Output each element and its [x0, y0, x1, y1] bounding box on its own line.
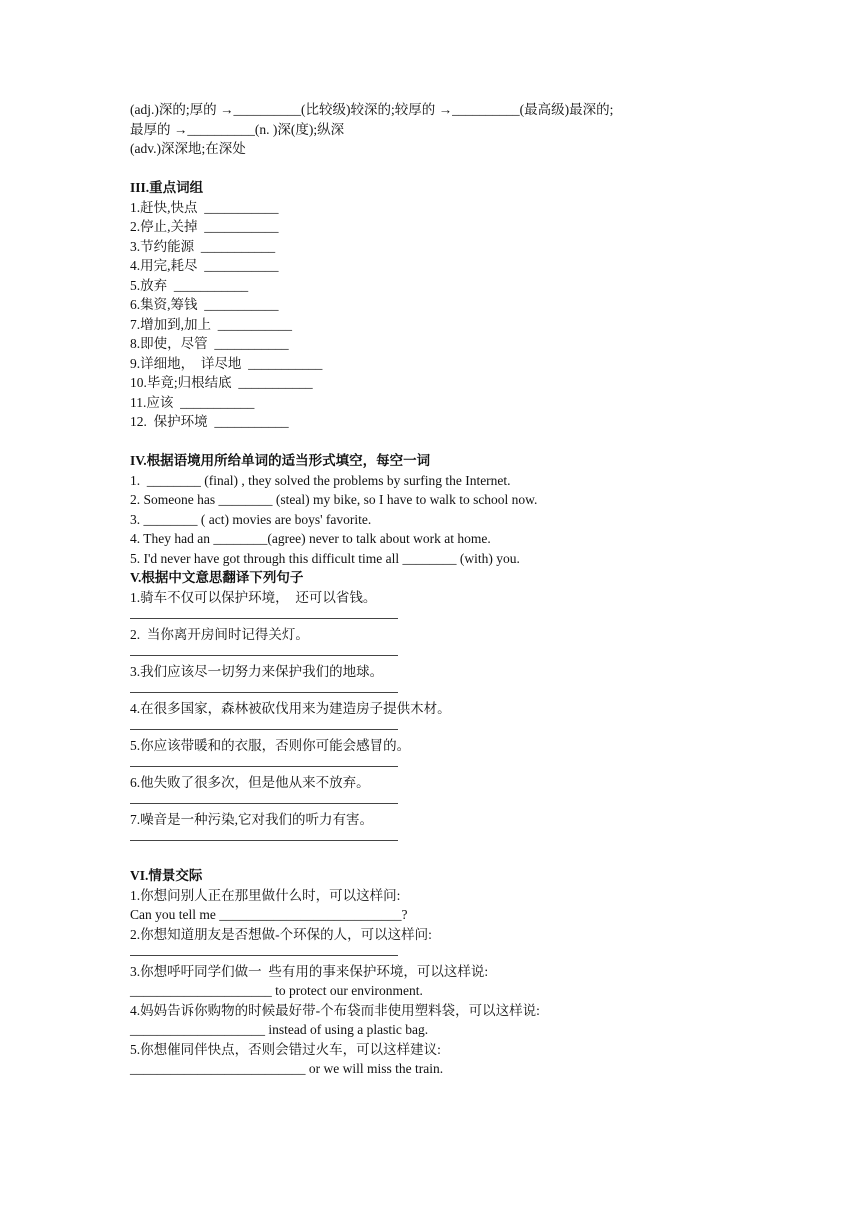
- phrase-item: 1.赶快,快点 ___________: [130, 199, 279, 215]
- section-heading: VI.情景交际: [130, 868, 203, 883]
- phrase-item: 6.集资,筹钱 ___________: [130, 297, 279, 312]
- fill-blank-item: 3. ________ ( act) movies are boys' favorite.: [130, 511, 372, 527]
- document-page: [130, 100, 740, 1079]
- fill-blank-item: 2. Someone has ________ (steal) my bike, so I have to walk to school now.: [130, 492, 538, 507]
- phrase-item: 10.毕竟;归根结底 ___________: [130, 375, 313, 390]
- section-heading: V.根据中文意思翻译下列句子: [130, 570, 304, 585]
- section-heading: IV.根据语境用所给单词的适当形式填空，每空一词: [130, 453, 431, 468]
- translation-prompt: 6.他失败了很多次，但是他从来不放弃。: [130, 774, 370, 790]
- section-situational: [130, 866, 740, 1079]
- situation-prompt: 3.你想呼吁同学们做一 些有用的事来保护环境，可以这样说:: [130, 963, 489, 979]
- phrase-item: 4.用完,耗尽 ___________: [130, 258, 279, 273]
- spacer: [130, 432, 740, 452]
- phrase-item: 3.节约能源 ___________: [130, 238, 276, 254]
- phrase-item: 2.停止,关掉 ___________: [130, 219, 279, 234]
- phrase-item: 5.放弃 ___________: [130, 277, 249, 293]
- section-translation: [130, 568, 740, 847]
- situation-prompt: 1.你想问别人正在那里做什么时，可以这样问:: [130, 887, 401, 903]
- answer-line: [130, 829, 740, 847]
- section-phrases: [130, 178, 740, 432]
- translation-prompt: 1.骑车不仅可以保护环境， 还可以省钱。: [130, 589, 377, 605]
- situation-prompt: 2.你想知道朋友是否想做-个环保的人，可以这样问:: [130, 926, 432, 942]
- fill-blank-item: 5. I'd never have got through this difficult time all ________ (with) you.: [130, 550, 520, 566]
- situation-answer: Can you tell me ___________________________?: [130, 907, 408, 922]
- phrase-item: 12. 保护环境 ___________: [130, 414, 289, 429]
- phrase-item: 11.应该 ___________: [130, 394, 255, 410]
- answer-line: [130, 944, 740, 962]
- situation-prompt: 4.妈妈告诉你购物的时候最好带-个布袋而非使用塑料袋，可以这样说:: [130, 1002, 540, 1018]
- answer-line: [130, 755, 740, 773]
- answer-line: [130, 681, 740, 699]
- phrase-item: 9.详细地， 详尽地 ___________: [130, 355, 323, 371]
- intro-block: [130, 100, 740, 159]
- translation-prompt: 3.我们应该尽一切努力来保护我们的地球。: [130, 663, 384, 679]
- intro-line-3: (adv.)深深地;在深处: [130, 141, 246, 156]
- translation-prompt: 5.你应该带暖和的衣服，否则你可能会感冒的。: [130, 737, 411, 753]
- spacer: [130, 847, 740, 867]
- fill-blank-item: 4. They had an ________(agree) never to talk about work at home.: [130, 531, 491, 546]
- answer-line: [130, 792, 740, 810]
- intro-line-1: (adj.)深的;厚的 →__________(比较级)较深的;较厚的 →__________(最高级)最深的;: [130, 102, 614, 117]
- section-fill-blanks: [130, 451, 740, 568]
- situation-answer: _____________________ to protect our environment.: [130, 983, 423, 998]
- situation-prompt: 5.你想催同伴快点，否则会错过火车，可以这样建议:: [130, 1041, 441, 1057]
- spacer: [130, 159, 740, 179]
- section-heading: III.重点词组: [130, 180, 204, 195]
- answer-line: [130, 718, 740, 736]
- translation-prompt: 4.在很多国家，森林被砍伐用来为建造房子提供木材。: [130, 700, 451, 716]
- phrase-item: 8.即使，尽管 ___________: [130, 336, 289, 351]
- intro-line-2: 最厚的 →__________(n. )深(度);纵深: [130, 121, 345, 137]
- phrase-item: 7.增加到,加上 ___________: [130, 316, 292, 332]
- situation-answer: __________________________ or we will miss the train.: [130, 1061, 444, 1076]
- translation-prompt: 7.噪音是一种污染,它对我们的听力有害。: [130, 811, 373, 827]
- answer-line: [130, 607, 740, 625]
- answer-line: [130, 644, 740, 662]
- fill-blank-item: 1. ________ (final) , they solved the problems by surfing the Internet.: [130, 472, 511, 488]
- situation-answer: ____________________ instead of using a plastic bag.: [130, 1022, 429, 1037]
- translation-prompt: 2. 当你离开房间时记得关灯。: [130, 626, 309, 642]
